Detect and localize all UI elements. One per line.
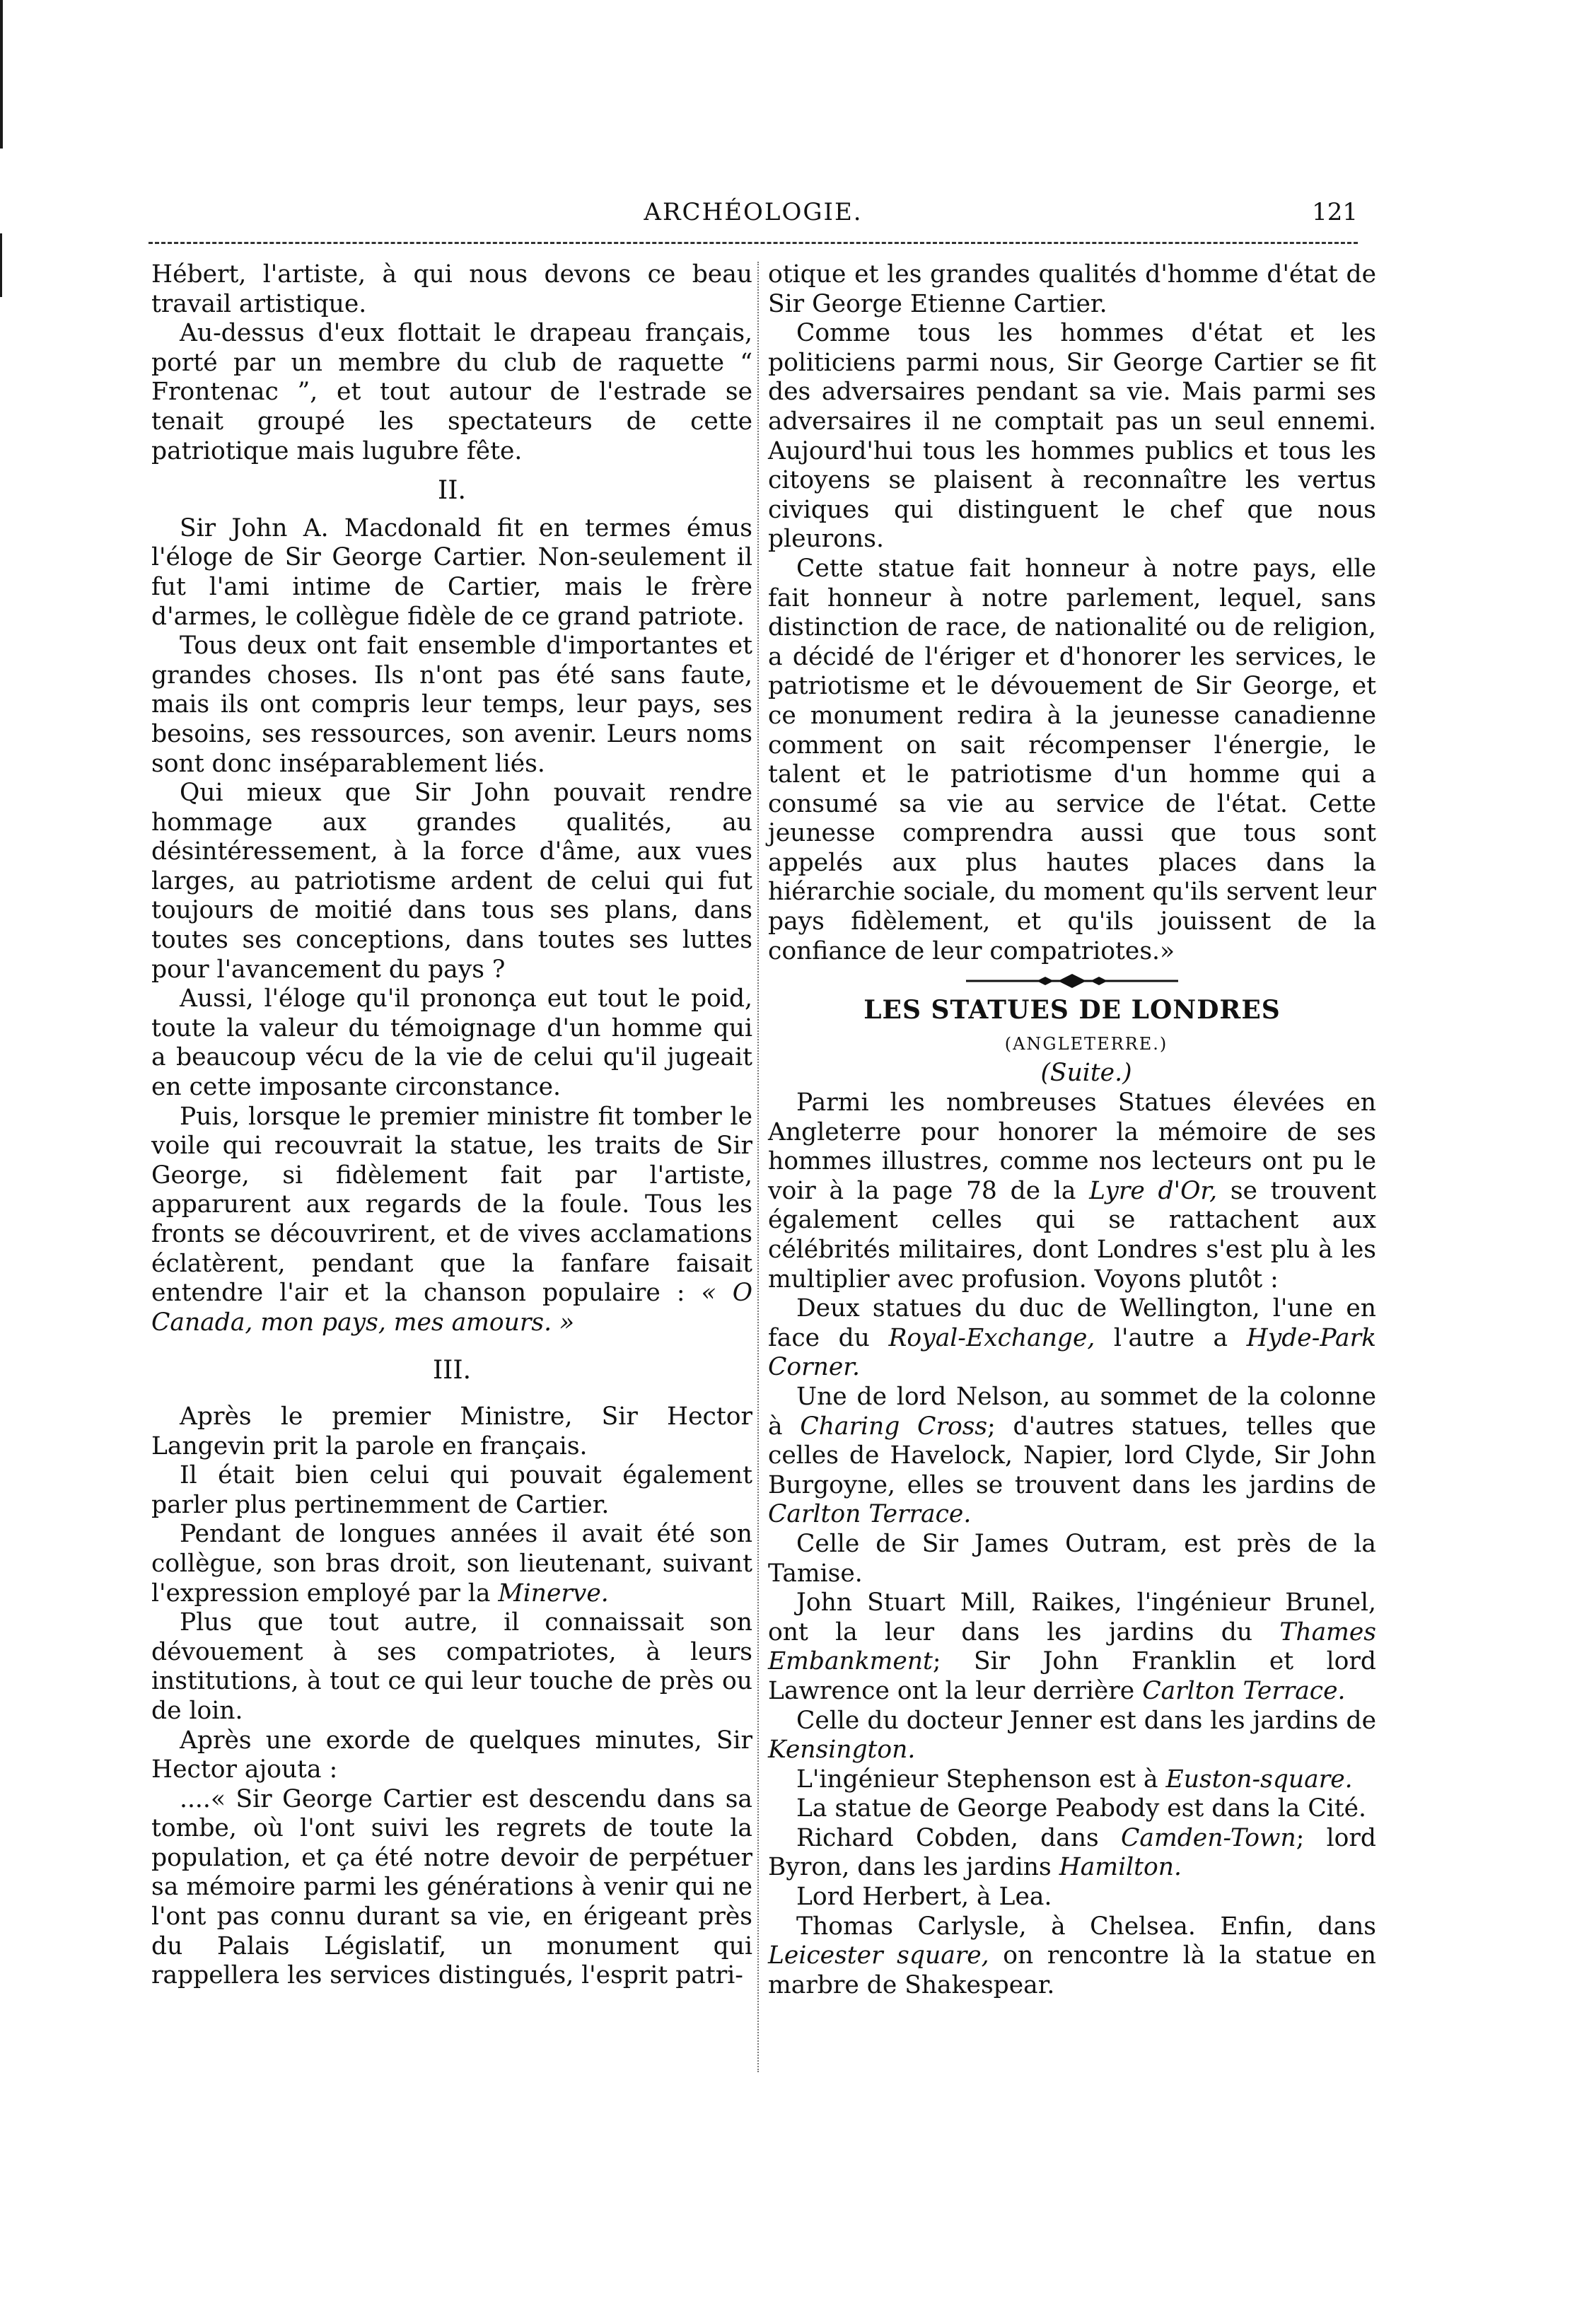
paragraph	[768, 1383, 1376, 1530]
paragraph: Plus que tout autre, il connaissait son dévouement à ses compatriotes, à leurs institutions, à tout ce qui leur touche de près ou de loin.	[151, 1608, 752, 1725]
paragraph-text: L'ingénieur Stephenson est à	[796, 1765, 1158, 1794]
paragraph: Celle de Sir James Outram, est près de la Tamise.	[768, 1529, 1376, 1588]
place-name: Carlton Terrace.	[1142, 1676, 1346, 1705]
paragraph: Après le premier Ministre, Sir Hector Langevin prit la parole en français.	[151, 1402, 752, 1460]
paragraph: Aussi, l'éloge qu'il prononça eut tout le poid, toute la valeur du témoignage d'un homme qui a beaucoup vécu de la vie de celui qu'il jugeait en cette imposante circonstance.	[151, 984, 752, 1102]
paragraph-text: on rencontre là la statue en marbre de Shakespear.	[768, 1941, 1376, 1999]
page-number: 121	[1312, 198, 1358, 226]
paragraph	[768, 1588, 1376, 1706]
paragraph-text: ; d'autres statues, telles que celles de Havelock, Napier, lord Clyde, Sir John Burgoyne, elles se trouvent dans les jardins de	[768, 1412, 1376, 1499]
section-title: LES STATUES DE LONDRES	[863, 995, 1281, 1026]
paragraph-text: ; lord Byron, dans les jardins	[768, 1823, 1376, 1882]
place-name: Euston-square.	[1165, 1765, 1353, 1794]
place-name: Leicester square,	[768, 1941, 989, 1970]
page-edge-mark	[0, 233, 2, 297]
page-header	[149, 198, 1358, 229]
paragraph: Comme tous les hommes d'état et les politiciens parmi nous, Sir George Cartier se fit des adversaires pendant sa vie. Mais parmi ses adversaires il ne comptait pas un seul ennemi. Aujourd'hui tous les hommes publics et tous les citoyens se plaisent à reconnaître les vertus civiques qui distinguent le chef que nous pleurons.	[768, 319, 1376, 554]
paragraph-text: se trouvent également celles qui se rattachent aux célébrités militaires, dont Londres s'est plu à les multiplier avec profusion. Voyons plutôt :	[768, 1176, 1376, 1294]
paragraph	[768, 1765, 1376, 1795]
paragraph: Lord Herbert, à Lea.	[796, 1883, 1052, 1912]
newspaper-name: Minerve.	[498, 1579, 609, 1608]
paragraph-text: Une de lord Nelson, au sommet de la colonne à	[768, 1382, 1376, 1441]
paragraph: Sir John A. Macdonald fit en termes émus l'éloge de Sir George Cartier. Non-seulement il fut l'ami intime de Cartier, mais le frère d'armes, le collègue fidèle de ce grand patriote.	[151, 513, 752, 631]
paragraph	[768, 1707, 1376, 1765]
paragraph	[768, 1824, 1376, 1883]
section-continued: (Suite.)	[1040, 1059, 1132, 1088]
paragraph-text: Thomas Carlysle, à Chelsea. Enfin, dans	[796, 1912, 1376, 1941]
italic-ref: Lyre d'Or,	[1089, 1176, 1218, 1205]
section-heading-2: II.	[438, 476, 466, 506]
paragraph-text: Celle du docteur Jenner est dans les jardins de	[796, 1706, 1376, 1735]
paragraph	[151, 1520, 752, 1608]
place-name: Thames Embankment	[768, 1617, 1376, 1676]
header-rule	[149, 242, 1358, 244]
paragraph-text: l'autre a	[1113, 1323, 1228, 1352]
running-head: ARCHÉOLOGIE.	[644, 198, 863, 226]
paragraph-text: Pendant de longues années il avait été son collègue, son bras droit, son lieutenant, suivant l'expression employé par la	[151, 1520, 752, 1608]
paragraph: Au-dessus d'eux flottait le drapeau français, porté par un membre du club de raquette “ Frontenac ”, et tout autour de l'estrade se tenait groupé les spectateurs de cette patriotique mais lugubre fête.	[151, 319, 752, 465]
ornament-divider-icon	[966, 973, 1178, 989]
section-heading-3: III.	[432, 1356, 472, 1385]
place-name: Charing Cross	[800, 1412, 988, 1441]
paragraph-text: Parmi les nombreuses Statues élevées en Angleterre pour honorer la mémoire de ses hommes illustres, comme nos lecteurs ont pu le voir à la page 78 de la	[768, 1088, 1376, 1205]
paragraph: Qui mieux que Sir John pouvait rendre hommage aux grandes qualités, au désintéressement, à la force d'âme, aux vues larges, au patriotisme ardent de celui qui fut toujours de moitié dans tous ses plans, dans toutes ses conceptions, dans toutes ses luttes pour l'avancement du pays ?	[151, 779, 752, 984]
paragraph-text: ; Sir John Franklin et lord Lawrence ont la leur derrière	[768, 1647, 1376, 1705]
left-column	[151, 260, 752, 1991]
paragraph-text: Richard Cobden, dans	[796, 1823, 1099, 1852]
paragraph: Il était bien celui qui pouvait également parler plus pertinemment de Cartier.	[151, 1461, 752, 1519]
paragraph	[151, 1103, 752, 1338]
place-name: Royal-Exchange,	[888, 1323, 1095, 1352]
song-quote: « O Canada, mon pays, mes amours. »	[151, 1279, 753, 1337]
paragraph: Après une exorde de quelques minutes, Sir Hector ajouta :	[151, 1726, 752, 1784]
place-name: Camden-Town	[1121, 1823, 1296, 1852]
paragraph: Cette statue fait honneur à notre pays, elle fait honneur à notre parlement, lequel, sans distinction de race, de nationalité ou de religion, a décidé de l'ériger et d'honorer les services, le patriotisme et le dévouement de Sir George, et ce monument redira à la jeunesse canadienne comment on sait récompenser l'énergie, le talent et le patriotisme d'un homme qui a consumé sa vie au service de l'état. Cette jeunesse comprendra aussi que tous sont appelés aux plus hautes places dans la hiérarchie sociale, du moment qu'ils servent leur pays fidèlement, et qu'ils jouissent de la confiance de leur compatriotes.»	[768, 554, 1376, 965]
paragraph: Tous deux ont fait ensemble d'importantes et grandes choses. Ils n'ont pas été sans faute, mais ils ont compris leur temps, leur pays, ses besoins, ses ressources, son avenir. Leurs noms sont donc inséparablement liés.	[151, 632, 752, 778]
right-column	[768, 260, 1376, 2000]
place-name: Hamilton.	[1059, 1853, 1182, 1882]
paragraph: otique et les grandes qualités d'homme d'état de Sir George Etienne Cartier.	[768, 260, 1376, 318]
place-name: Hyde-Park Corner.	[768, 1323, 1377, 1382]
paragraph: ....« Sir George Cartier est descendu dans sa tombe, où l'ont suivi les regrets de toute la population, et ça été notre devoir de perpétuer sa mémoire parmi les générations à venir qui ne l'ont pas connu durant sa vie, en érigeant près du Palais Législatif, un monument qui rappellera les services distingués, l'esprit patri-	[151, 1784, 752, 1990]
place-name: Carlton Terrace.	[768, 1500, 972, 1529]
paragraph: La statue de George Peabody est dans la Cité.	[796, 1794, 1367, 1823]
page-edge-mark	[0, 0, 3, 149]
column-separator	[757, 262, 759, 2072]
paragraph-text: Puis, lorsque le premier ministre fit tomber le voile qui recouvrait la statue, les traits de Sir George, si fidèlement fait par l'artiste, apparurent aux regards de la foule. Tous les fronts se découvrirent, et de vives acclamations éclatèrent, pendant que la fanfare faisait entendre l'air et la chanson populaire :	[151, 1102, 752, 1308]
paragraph-text: Deux statues du duc de Wellington, l'une en face du	[768, 1294, 1376, 1352]
paragraph: Hébert, l'artiste, à qui nous devons ce beau travail artistique.	[151, 260, 752, 318]
paragraph	[768, 1294, 1376, 1383]
section-subtitle: (ANGLETERRE.)	[1004, 1033, 1168, 1054]
paragraph	[768, 1912, 1376, 2001]
paragraph-text: John Stuart Mill, Raikes, l'ingénieur Brunel, ont la leur dans les jardins du	[768, 1588, 1376, 1646]
place-name: Kensington.	[768, 1736, 916, 1765]
paragraph	[768, 1088, 1376, 1294]
